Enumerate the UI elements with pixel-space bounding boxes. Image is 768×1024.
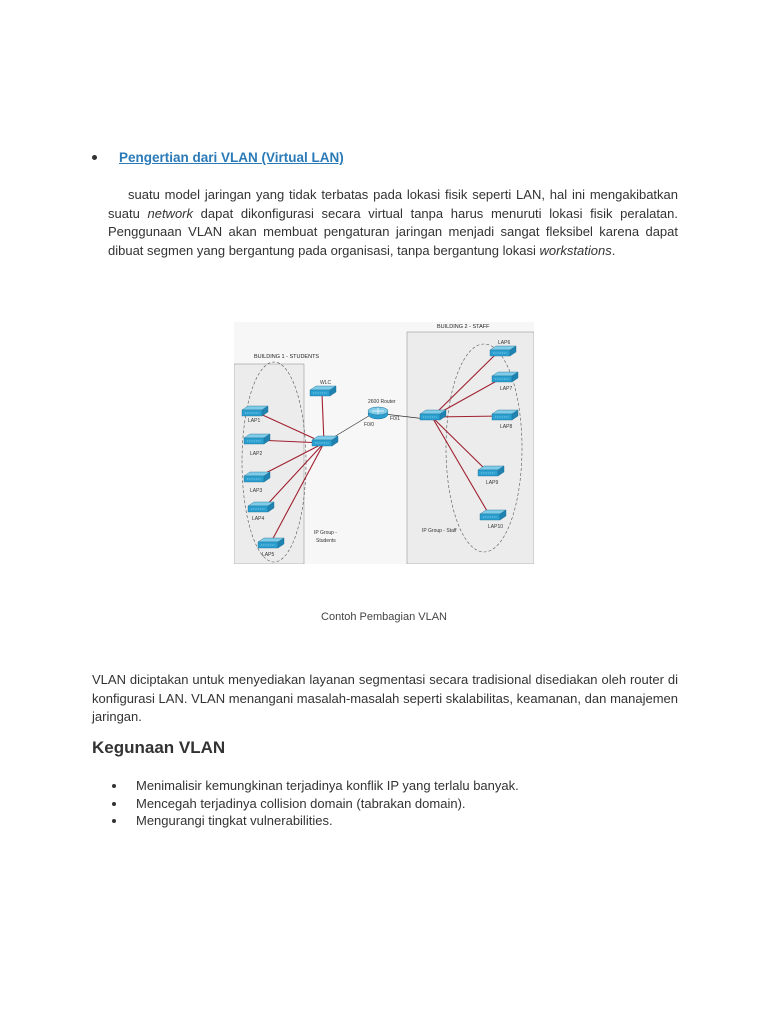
- list-item: Mencegah terjadinya collision domain (tabrakan domain).: [108, 795, 519, 813]
- ip-group-students-line2: Students: [316, 538, 336, 544]
- lap4-label: LAP4: [252, 516, 265, 522]
- list-item: Mengurangi tingkat vulnerabilities.: [108, 812, 519, 830]
- lap4-icon: [248, 502, 274, 512]
- intro-text-1: suatu model jaringan yang tidak terbatas pada lokasi fisik seperti LAN, hal ini mengakibatkan suatu: [108, 187, 678, 221]
- vlan-paragraph: VLAN diciptakan untuk menyediakan layanan segmentasi secara tradisional disediakan oleh router di konfigurasi LAN. VLAN menangani masalah-masalah seperti skalabilitas, keamanan, dan manajemen jaringan.: [92, 672, 678, 724]
- lap7-icon: [492, 372, 518, 382]
- section-title: Kegunaan VLAN: [92, 738, 226, 757]
- intro-em-workstations: workstations: [539, 242, 612, 258]
- wlc-device-icon: [310, 386, 336, 396]
- building2-label: BUILDING 2 - STAFF: [437, 324, 490, 330]
- staff-switch-icon: [420, 410, 446, 420]
- kegunaan-list: [108, 777, 519, 830]
- heading-link[interactable]: Pengertian dari VLAN (Virtual LAN): [119, 150, 344, 165]
- lap5-icon: [258, 538, 284, 548]
- building1-box: [234, 364, 304, 564]
- vlan-diagram: [234, 322, 534, 564]
- lap2-label: LAP2: [250, 451, 263, 457]
- lap1-icon: [242, 406, 268, 416]
- intro-text-2: dapat dikonfigurasi secara virtual tanpa harus menuruti lokasi fisik peralatan. Penggunaan VLAN akan membuat pengaturan jaringan menjadi sangat fleksibel karena dapat dibuat segmen yang bergantung pada organisasi, tanpa bergantung lokasi: [108, 205, 679, 258]
- bullet-heading: [92, 150, 344, 165]
- list-item: Menimalisir kemungkinan terjadinya konflik IP yang terlalu banyak.: [108, 777, 519, 795]
- lap8-label: LAP8: [500, 424, 513, 430]
- lap5-label: LAP5: [262, 552, 275, 558]
- bullet-icon: [92, 155, 97, 160]
- router-port-right: F0/1: [390, 416, 401, 422]
- ip-group-staff-label: IP Group - Staff: [422, 528, 457, 534]
- lap8-icon: [492, 410, 518, 420]
- students-switch-icon: [312, 436, 338, 446]
- lap2-icon: [244, 434, 270, 444]
- lap1-label: LAP1: [248, 418, 261, 424]
- lap3-label: LAP3: [250, 488, 263, 494]
- intro-text-3: .: [611, 242, 616, 258]
- lap7-label: LAP7: [500, 386, 513, 392]
- lap10-label: LAP10: [488, 524, 504, 530]
- lap10-icon: [480, 510, 506, 520]
- intro-paragraph: [108, 186, 678, 260]
- intro-em-network: network: [147, 205, 194, 221]
- lap6-label: LAP6: [498, 340, 511, 346]
- building1-label: BUILDING 1 - STUDENTS: [254, 354, 320, 360]
- figure-caption: Contoh Pembagian VLAN: [321, 611, 447, 623]
- lap9-label: LAP9: [486, 480, 499, 486]
- lap9-icon: [478, 466, 504, 476]
- lap6-icon: [490, 346, 516, 356]
- router-label: 2600 Router: [368, 399, 396, 405]
- wlc-label: WLC: [320, 380, 332, 386]
- router-port-left: F0/0: [364, 422, 375, 428]
- ip-group-students-line1: IP Group -: [314, 530, 337, 536]
- vlan-diagram-svg: [234, 322, 534, 564]
- lap3-icon: [244, 472, 270, 482]
